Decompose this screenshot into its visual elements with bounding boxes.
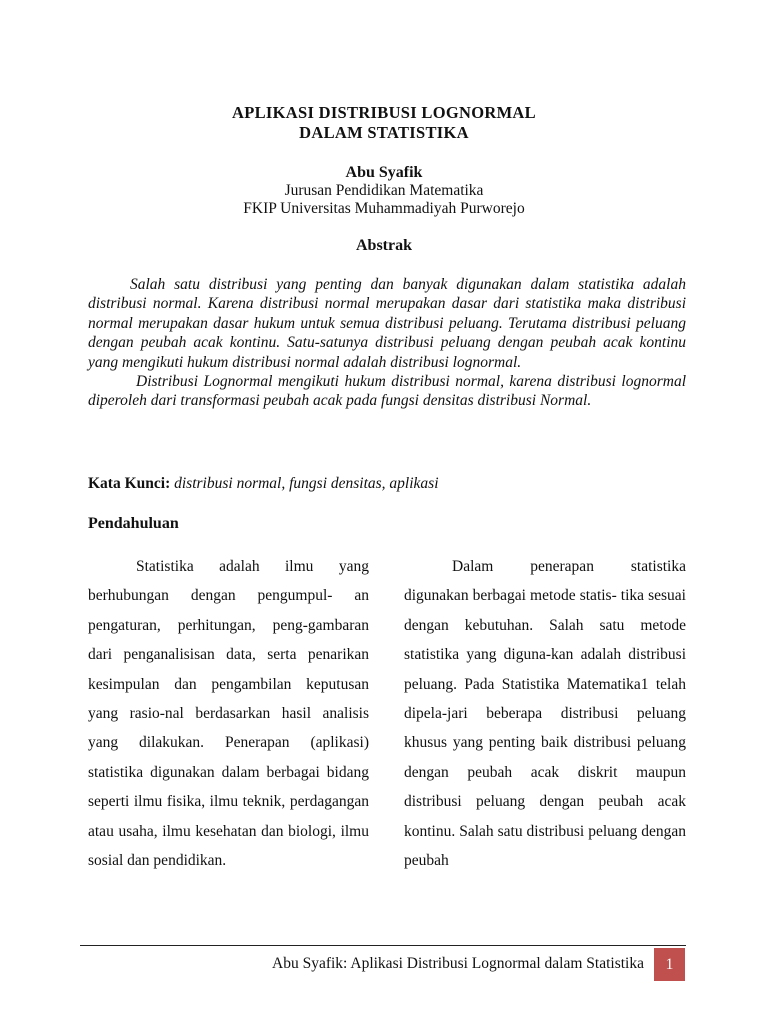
body-column-left bbox=[88, 552, 369, 875]
abstract-heading: Abstrak bbox=[355, 237, 412, 254]
keywords-text: distribusi normal, fungsi densitas, aplikasi bbox=[174, 475, 439, 492]
keywords-label: Kata Kunci: bbox=[88, 475, 171, 492]
author-department: Jurusan Pendidikan Matematika bbox=[284, 182, 484, 199]
page-number: 1 bbox=[654, 948, 685, 981]
paper-title-line-1: APLIKASI DISTRIBUSI LOGNORMAL bbox=[232, 103, 536, 122]
running-title: Abu Syafik: Aplikasi Distribusi Lognormal dalam Statistika bbox=[272, 955, 644, 972]
footer-rule bbox=[80, 945, 686, 946]
author-institution: FKIP Universitas Muhammadiyah Purworejo bbox=[243, 200, 525, 217]
body-column-right bbox=[404, 552, 686, 875]
author-name: Abu Syafik bbox=[345, 164, 423, 181]
keywords bbox=[88, 475, 439, 493]
body-paragraph: Dalam penerapan statistika digunakan berbagai metode statis- tika sesuai dengan kebutuhan. Salah satu metode statistika yang diguna-kan adalah distribusi peluang. Pada Statistika Matematika1 telah dipela-jari beberapa distribusi peluang khusus yang penting baik distribusi peluang dengan peubah acak diskrit maupun distribusi peluang dengan peubah acak kontinu. Salah satu distribusi peluang dengan peubah bbox=[404, 558, 686, 870]
abstract-paragraph: Distribusi Lognormal mengikuti hukum distribusi normal, karena distribusi lognormal diperoleh dari transformasi peubah acak pada fungsi densitas distribusi Normal. bbox=[88, 373, 686, 410]
paper-title-line-2: DALAM STATISTIKA bbox=[299, 123, 469, 142]
abstract-paragraph: Salah satu distribusi yang penting dan banyak digunakan dalam statistika adalah distribusi normal. Karena distribusi normal merupakan dasar dari statistika maka distribusi normal merupakan dasar hukum untuk semua distribusi peluang. Terutama distribusi peluang dengan peubah acak kontinu. Satu-satunya distribusi peluang dengan peubah acak kontinu yang mengikuti hukum distribusi normal adalah distribusi lognormal. bbox=[88, 276, 686, 371]
abstract-body bbox=[88, 275, 686, 411]
body-paragraph: Statistika adalah ilmu yang berhubungan dengan pengumpul- an pengaturan, perhitungan, peng-gambaran dari penganalisisan data, serta penarikan kesimpulan dan pengambilan keputusan yang rasio-nal berdasarkan hasil analisis yang dilakukan. Penerapan (aplikasi) statistika digunakan dalam berbagai bidang seperti ilmu fisika, ilmu teknik, perdagangan atau usaha, ilmu kesehatan dan biologi, ilmu sosial dan pendidikan. bbox=[88, 558, 369, 870]
section-heading: Pendahuluan bbox=[88, 515, 179, 532]
